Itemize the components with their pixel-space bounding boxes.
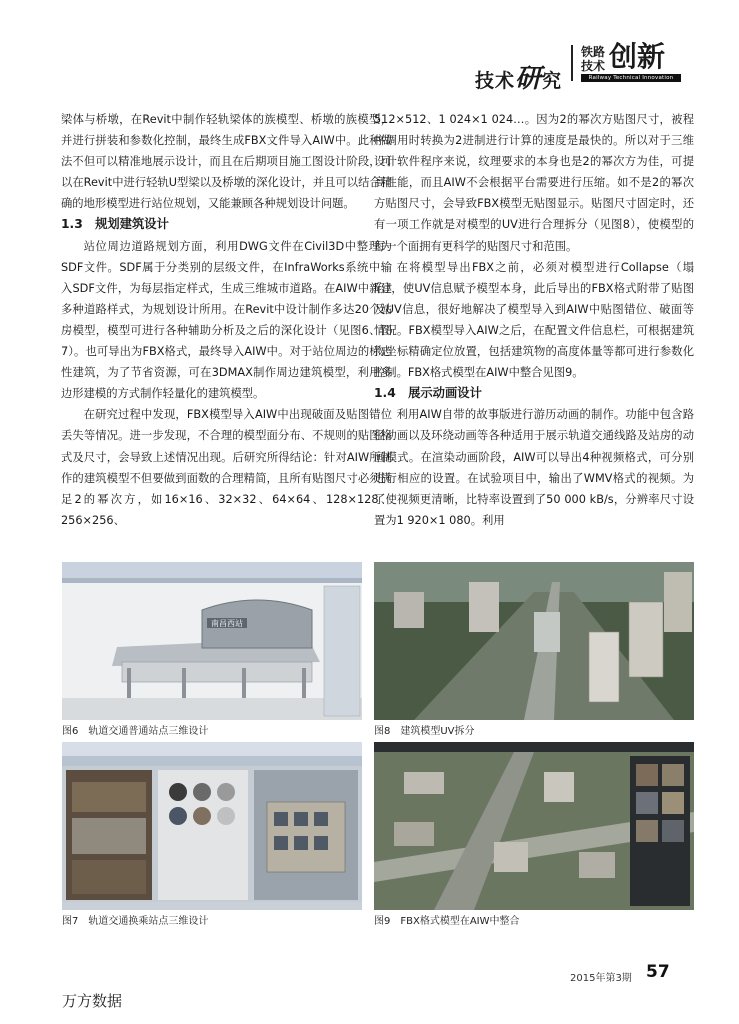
palette-thumb xyxy=(662,792,684,814)
palette-thumb xyxy=(636,764,658,786)
building xyxy=(629,602,663,677)
journal-logo xyxy=(581,40,681,81)
station-base xyxy=(122,662,312,682)
ribbon-strip xyxy=(62,578,362,583)
paragraph: 512×512、1 024×1 024…。因为2的幂次方贴图尺寸，被程序调用时转换为2进制进行计算的速度是最快的。所以对于三维设计软件程序来说，纹理要求的本身也是2的幂次方为佳，可提高性能，而且AIW不会根据平台需要进行压缩。如不是2的幂次方贴图尺寸，会导致FBX模型无贴图显示。贴图尺寸固定时，还有一项工作就是对模型的UV进行合理拆分（见图8），使模型的每一个面拥有更科学的贴图尺寸和范围。 xyxy=(374,113,694,253)
palette-thumb xyxy=(662,764,684,786)
logo-line2: 技术 xyxy=(581,59,606,73)
statusbar xyxy=(62,902,362,910)
building xyxy=(664,572,692,632)
figure-9-caption: 图9 FBX格式模型在AIW中整合 xyxy=(374,916,520,927)
page-header xyxy=(0,0,739,100)
logo-line1: 铁路 xyxy=(581,45,606,59)
figure-7-caption: 图7 轨道交通换乘站点三维设计 xyxy=(62,916,209,927)
figure-6-caption: 图6 轨道交通普通站点三维设计 xyxy=(62,726,209,737)
building-block xyxy=(394,822,434,846)
paragraph: 利用AIW自带的故事版进行游历动画的制作。功能中包含路径动画以及环绕动画等各种适用于展示轨道交通线路及站房的动画模式。在渲染动画阶段，AIW可以导出4种视频格式，可分别进行相应的设置。在试验项目中，输出了WMV格式的视频。为了使视频更清晰，比特率设置到了50 000 kB/s，分辨率尺寸设置为1 920×1 080。利用 xyxy=(374,408,694,527)
paragraph: 在将模型导出FBX之前，必须对模型进行Collapse（塌陷），使UV信息赋予模型本身，此后导出的FBX格式附带了贴图及UV信息，很好地解决了模型导入到AIW中贴图错位、破面等情况。FBX模型导入AIW之后，在配置文件信息栏，可根据建筑物坐标精确定位放置，包括建筑物的高度体量等都可进行参数化控制。FBX格式模型在AIW中整合见图9。 xyxy=(374,260,694,380)
figure-9-image xyxy=(374,742,694,910)
palette-thumb xyxy=(636,792,658,814)
material-sphere xyxy=(193,807,211,825)
page-number: 57 xyxy=(646,962,670,982)
paragraph: 站位周边道路规划方面，利用DWG文件在Civil3D中整理为SDF文件。SDF属于分类别的层级文件，在InfraWorks系统中输入SDF文件，为每层指定样式，生成三维城市道路。在AIW中新建多种道路样式，为规划设计所用。在Revit中设计制作多达20个站房模型，模型可进行各种辅助分析及之后的深化设计（见图6、图7）。也可导出为FBX格式，最终导入AIW中。对于站位周边的标志性建筑，为了节省资源，可在3DMAX制作周边建筑模型，利用多边形建模的方式制作轻量化的建筑模型。 xyxy=(61,239,392,401)
figure-8-svg xyxy=(374,562,694,720)
figure-8-caption: 图8 建筑模型UV拆分 xyxy=(374,726,475,737)
window xyxy=(294,812,308,826)
ground xyxy=(62,698,362,720)
properties-panel xyxy=(324,586,360,716)
train xyxy=(534,612,560,652)
window xyxy=(274,836,288,850)
building xyxy=(469,582,499,632)
watermark: 万方数据 xyxy=(62,992,123,1010)
figure-9-svg xyxy=(374,742,694,910)
building-block xyxy=(494,842,528,872)
material-sphere xyxy=(193,783,211,801)
column-title: 技术研究 xyxy=(475,64,563,94)
logo-subtitle: Railway Technical Innovation xyxy=(581,74,681,82)
building xyxy=(589,632,619,702)
section-heading-1-3: 1.3 规划建筑设计 xyxy=(61,217,169,232)
palette-thumb xyxy=(636,820,658,842)
header-divider xyxy=(571,45,573,81)
figure-7-svg xyxy=(62,742,362,910)
toolbar-strip xyxy=(62,562,362,578)
column-title-accent: 研 xyxy=(515,64,543,94)
paragraph: 梁体与桥墩，在Revit中制作轻轨梁体的族模型、桥墩的族模型，并进行拼装和参数化控制，最终生成FBX文件导入AIW中。此种做法不但可以精准地展示设计，而且在后期项目施工图设计阶段，可以在Revit中进行轻轨U型梁以及桥墩的深化设计，并且可以结合精确的地形模型进行站位规划，又能兼顾各种规划设计问题。 xyxy=(61,113,392,211)
section-heading-1-4: 1.4 展示动画设计 xyxy=(374,386,482,401)
material-sphere xyxy=(217,807,235,825)
station-sign-text: 南昌西站 xyxy=(211,619,243,628)
window xyxy=(314,836,328,850)
paragraph: 在研究过程中发现，FBX模型导入AIW中出现破面及贴图错位丢失等情况。进一步发现，不合理的模型面分布、不规则的贴图格式及尺寸，会导致上述情况出现。后研究所得结论：针对AIW所制作的建筑模型不但要做到面数的合理精简，且所有贴图尺寸必须满足2的幂次方，如16×16、32×32、64×64、128×128、256×256、 xyxy=(61,408,392,527)
building-block xyxy=(544,772,574,802)
texture-block xyxy=(72,860,146,894)
toolbar xyxy=(62,756,362,766)
palette-thumb xyxy=(662,820,684,842)
window xyxy=(314,812,328,826)
window xyxy=(274,812,288,826)
figure-7-image xyxy=(62,742,362,910)
building xyxy=(394,592,424,628)
figure-8-image xyxy=(374,562,694,720)
app-toolbar xyxy=(374,742,694,752)
logo-big: 创新 xyxy=(609,40,666,73)
figure-6-svg xyxy=(62,562,362,720)
texture-block xyxy=(72,782,146,812)
material-sphere xyxy=(169,783,187,801)
right-column xyxy=(374,109,694,531)
titlebar xyxy=(62,742,362,756)
material-sphere xyxy=(169,807,187,825)
left-column xyxy=(61,109,392,531)
material-sphere xyxy=(217,783,235,801)
building-block xyxy=(579,852,615,878)
figure-6-image xyxy=(62,562,362,720)
building-block xyxy=(404,772,444,794)
texture-block xyxy=(72,818,146,854)
issue-date: 2015年第3期 xyxy=(570,973,632,984)
window xyxy=(294,836,308,850)
